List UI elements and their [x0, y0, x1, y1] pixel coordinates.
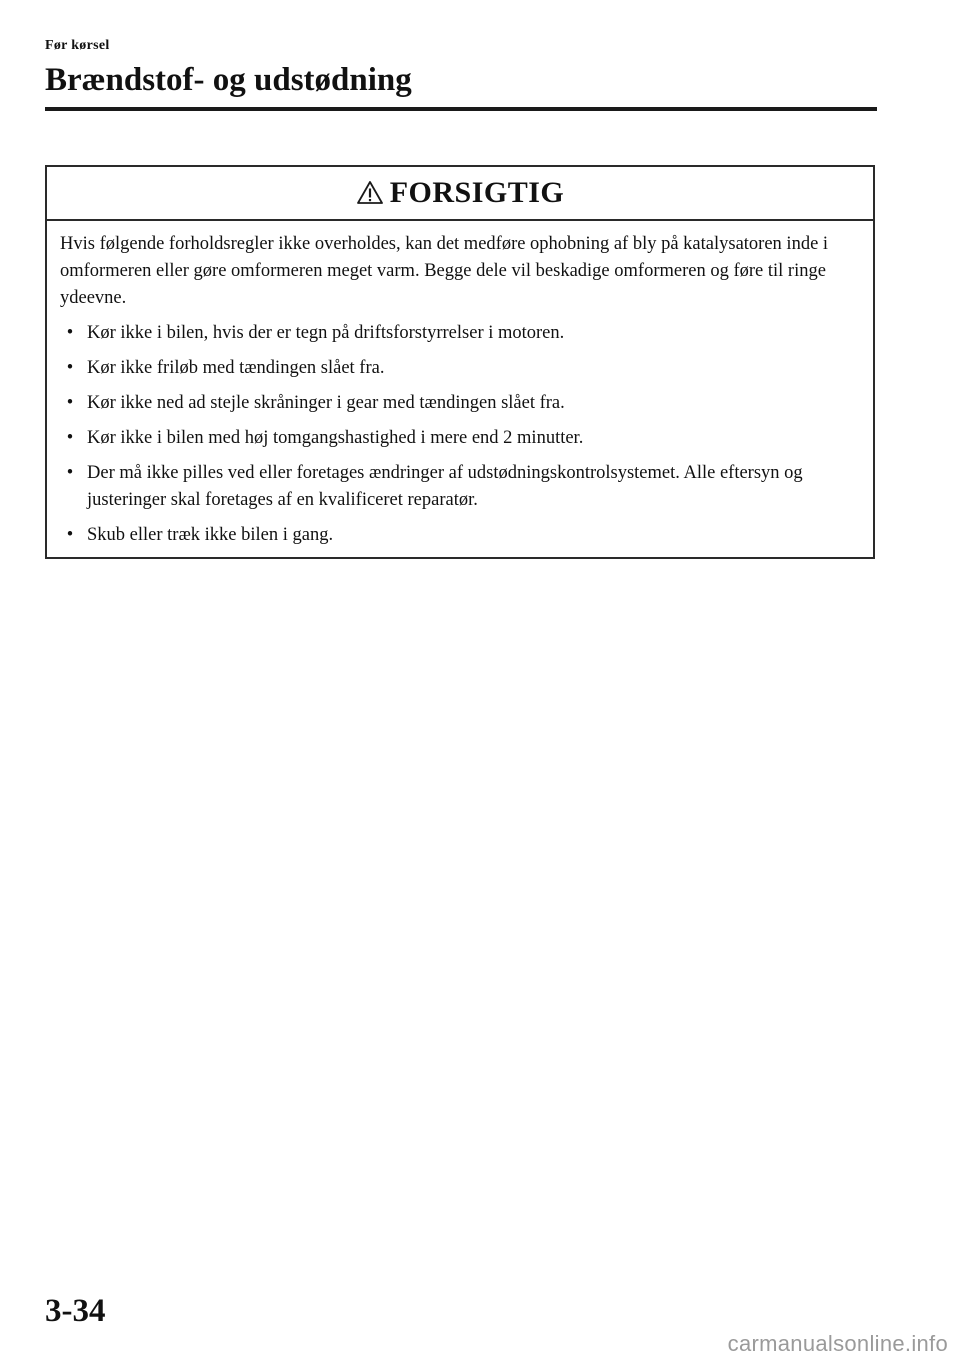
bullet: •	[66, 525, 74, 545]
bullet: •	[66, 428, 74, 448]
list-item	[60, 320, 859, 347]
list-item-text: Skub eller træk ikke bilen i gang.	[87, 525, 334, 545]
caution-body	[47, 221, 873, 549]
caution-intro: Hvis følgende forholdsregler ikke overholdes, kan det medføre ophobning af bly på katalysatoren inde i omformeren eller gøre omformeren meget varm. Begge dele vil beskadige omformeren og føre til ringe ydeevne.	[60, 234, 829, 308]
list-item-text: Kør ikke i bilen med høj tomgangshastighed i mere end 2 minutter.	[87, 428, 584, 448]
list-item-text: Kør ikke ned ad stejle skråninger i gear med tændingen slået fra.	[87, 393, 565, 413]
page-number: 3-34	[45, 1293, 106, 1329]
list-item	[60, 522, 859, 549]
section-label: Før kørsel	[45, 38, 110, 53]
page-title: Brændstof- og udstødning	[45, 62, 412, 98]
list-item	[60, 460, 859, 514]
list-item-text: Kør ikke friløb med tændingen slået fra.	[87, 358, 385, 378]
bullet: •	[66, 463, 74, 483]
bullet: •	[66, 358, 74, 378]
list-item	[60, 390, 859, 417]
list-item-text: Der må ikke pilles ved eller foretages ændringer af udstødningskontrolsystemet. Alle eftersyn og justeringer skal foretages af en kvalificeret reparatør.	[87, 463, 803, 510]
bullet: •	[66, 393, 74, 413]
title-rule	[45, 107, 877, 111]
warning-triangle-icon	[356, 179, 384, 207]
watermark-link[interactable]: carmanualsonline.info	[727, 1331, 948, 1356]
bullet: •	[66, 323, 74, 343]
list-item-text: Kør ikke i bilen, hvis der er tegn på driftsforstyrrelser i motoren.	[87, 323, 565, 343]
list-item	[60, 355, 859, 382]
caution-header	[47, 167, 873, 221]
caution-list	[60, 320, 859, 549]
list-item	[60, 425, 859, 452]
caution-box	[45, 165, 875, 559]
caution-title: FORSIGTIG	[389, 176, 565, 209]
